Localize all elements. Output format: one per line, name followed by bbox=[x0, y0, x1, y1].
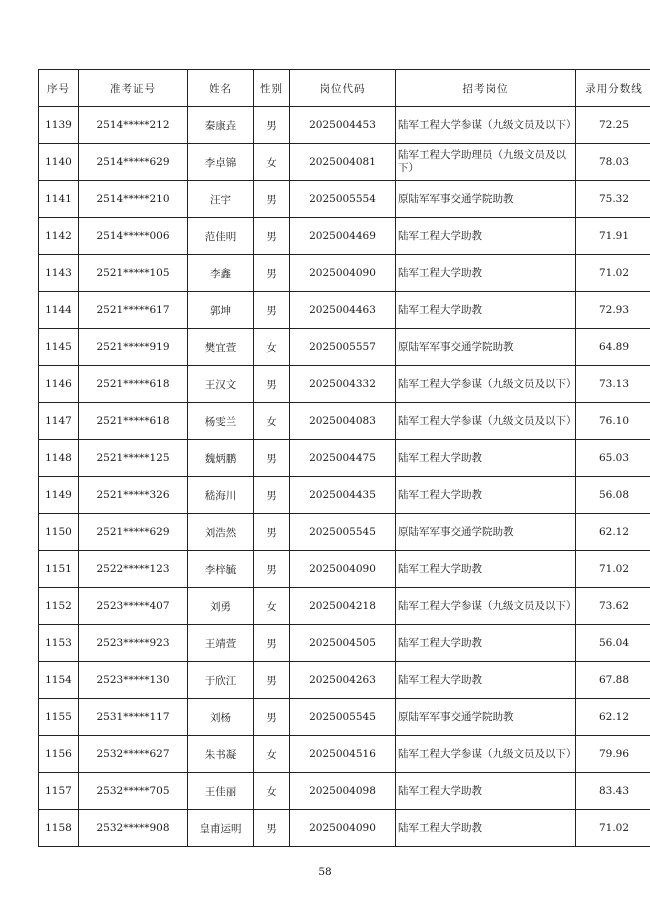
cell-name: 刘勇 bbox=[188, 588, 254, 625]
table-row bbox=[39, 292, 650, 329]
cell-post-code: 2025004516 bbox=[290, 736, 396, 773]
cell-post-code: 2025005545 bbox=[290, 514, 396, 551]
cell-post-code: 2025004263 bbox=[290, 662, 396, 699]
cell-serial: 1140 bbox=[39, 144, 79, 181]
cell-post-code: 2025004090 bbox=[290, 255, 396, 292]
page-number: 58 bbox=[318, 866, 332, 878]
cell-post-code: 2025004098 bbox=[290, 773, 396, 810]
table-row bbox=[39, 810, 650, 847]
cell-serial: 1144 bbox=[39, 292, 79, 329]
cell-score: 67.88 bbox=[576, 662, 650, 699]
cell-score: 72.93 bbox=[576, 292, 650, 329]
cell-name: 魏炳鹏 bbox=[188, 440, 254, 477]
cell-score: 83.43 bbox=[576, 773, 650, 810]
cell-ticket-number: 2521*****629 bbox=[79, 514, 188, 551]
col-serial-header: 序号 bbox=[39, 70, 79, 107]
col-post-code-header: 岗位代码 bbox=[290, 70, 396, 107]
table-row bbox=[39, 403, 650, 440]
cell-gender: 男 bbox=[254, 255, 290, 292]
cell-post: 陆军工程大学参谋（九级文员及以下） bbox=[396, 588, 576, 625]
cell-post-code: 2025004090 bbox=[290, 551, 396, 588]
cell-ticket-number: 2514*****006 bbox=[79, 218, 188, 255]
cell-ticket-number: 2523*****130 bbox=[79, 662, 188, 699]
cell-ticket-number: 2522*****123 bbox=[79, 551, 188, 588]
cell-gender: 女 bbox=[254, 588, 290, 625]
cell-post: 陆军工程大学参谋（九级文员及以下） bbox=[396, 107, 576, 144]
cell-name: 范佳明 bbox=[188, 218, 254, 255]
cell-ticket-number: 2514*****210 bbox=[79, 181, 188, 218]
cell-serial: 1155 bbox=[39, 699, 79, 736]
cell-post: 陆军工程大学助理员（九级文员及以下） bbox=[396, 144, 576, 181]
cell-ticket-number: 2514*****629 bbox=[79, 144, 188, 181]
cell-gender: 男 bbox=[254, 625, 290, 662]
cell-post-code: 2025005557 bbox=[290, 329, 396, 366]
table-row bbox=[39, 736, 650, 773]
cell-name: 汪宇 bbox=[188, 181, 254, 218]
cell-gender: 男 bbox=[254, 514, 290, 551]
cell-post: 陆军工程大学参谋（九级文员及以下） bbox=[396, 403, 576, 440]
cell-post-code: 2025005545 bbox=[290, 699, 396, 736]
cell-ticket-number: 2521*****617 bbox=[79, 292, 188, 329]
cell-name: 王汉文 bbox=[188, 366, 254, 403]
cell-ticket-number: 2514*****212 bbox=[79, 107, 188, 144]
cell-name: 李梓毓 bbox=[188, 551, 254, 588]
cell-post-code: 2025004435 bbox=[290, 477, 396, 514]
table-row bbox=[39, 144, 650, 181]
col-name-header: 姓名 bbox=[188, 70, 254, 107]
cell-post: 陆军工程大学助教 bbox=[396, 292, 576, 329]
cell-ticket-number: 2521*****105 bbox=[79, 255, 188, 292]
cell-score: 56.04 bbox=[576, 625, 650, 662]
cell-score: 71.02 bbox=[576, 255, 650, 292]
cell-name: 杨雯兰 bbox=[188, 403, 254, 440]
cell-score: 56.08 bbox=[576, 477, 650, 514]
cell-serial: 1150 bbox=[39, 514, 79, 551]
cell-ticket-number: 2532*****908 bbox=[79, 810, 188, 847]
cell-name: 嵇海川 bbox=[188, 477, 254, 514]
cell-post-code: 2025004081 bbox=[290, 144, 396, 181]
cell-gender: 男 bbox=[254, 440, 290, 477]
cell-score: 62.12 bbox=[576, 699, 650, 736]
cell-post-code: 2025004083 bbox=[290, 403, 396, 440]
cell-post: 陆军工程大学助教 bbox=[396, 625, 576, 662]
cell-serial: 1147 bbox=[39, 403, 79, 440]
cell-ticket-number: 2521*****919 bbox=[79, 329, 188, 366]
cell-score: 79.96 bbox=[576, 736, 650, 773]
cell-ticket-number: 2521*****618 bbox=[79, 403, 188, 440]
cell-score: 76.10 bbox=[576, 403, 650, 440]
cell-score: 73.62 bbox=[576, 588, 650, 625]
cell-gender: 男 bbox=[254, 292, 290, 329]
cell-post: 陆军工程大学助教 bbox=[396, 440, 576, 477]
cell-serial: 1139 bbox=[39, 107, 79, 144]
table-row bbox=[39, 588, 650, 625]
cell-name: 朱书凝 bbox=[188, 736, 254, 773]
col-score-header: 录用分数线 bbox=[576, 70, 650, 107]
cell-ticket-number: 2521*****326 bbox=[79, 477, 188, 514]
cell-score: 75.32 bbox=[576, 181, 650, 218]
cell-gender: 男 bbox=[254, 662, 290, 699]
cell-post: 陆军工程大学助教 bbox=[396, 218, 576, 255]
cell-post: 陆军工程大学助教 bbox=[396, 773, 576, 810]
col-post-header: 招考岗位 bbox=[396, 70, 576, 107]
cell-gender: 男 bbox=[254, 551, 290, 588]
cell-score: 71.02 bbox=[576, 551, 650, 588]
cell-post-code: 2025004218 bbox=[290, 588, 396, 625]
cell-post-code: 2025004475 bbox=[290, 440, 396, 477]
cell-gender: 男 bbox=[254, 810, 290, 847]
cell-post-code: 2025004090 bbox=[290, 810, 396, 847]
cell-post: 陆军工程大学助教 bbox=[396, 810, 576, 847]
cell-ticket-number: 2532*****705 bbox=[79, 773, 188, 810]
cell-serial: 1151 bbox=[39, 551, 79, 588]
cell-gender: 女 bbox=[254, 736, 290, 773]
cell-post: 陆军工程大学助教 bbox=[396, 255, 576, 292]
cell-score: 62.12 bbox=[576, 514, 650, 551]
table-row bbox=[39, 773, 650, 810]
cell-score: 78.03 bbox=[576, 144, 650, 181]
table-row bbox=[39, 329, 650, 366]
cell-gender: 男 bbox=[254, 366, 290, 403]
table-body bbox=[39, 107, 650, 847]
cell-ticket-number: 2521*****618 bbox=[79, 366, 188, 403]
cell-post-code: 2025004505 bbox=[290, 625, 396, 662]
cell-gender: 女 bbox=[254, 329, 290, 366]
cell-score: 71.91 bbox=[576, 218, 650, 255]
cell-post: 陆军工程大学助教 bbox=[396, 477, 576, 514]
cell-post-code: 2025004332 bbox=[290, 366, 396, 403]
table-row bbox=[39, 255, 650, 292]
cell-name: 郭坤 bbox=[188, 292, 254, 329]
cell-gender: 女 bbox=[254, 144, 290, 181]
cell-ticket-number: 2521*****125 bbox=[79, 440, 188, 477]
col-gender-header: 性别 bbox=[254, 70, 290, 107]
cell-gender: 男 bbox=[254, 699, 290, 736]
table-row bbox=[39, 366, 650, 403]
cell-post-code: 2025004469 bbox=[290, 218, 396, 255]
table-row bbox=[39, 625, 650, 662]
cell-score: 65.03 bbox=[576, 440, 650, 477]
cell-ticket-number: 2523*****923 bbox=[79, 625, 188, 662]
cell-serial: 1158 bbox=[39, 810, 79, 847]
table-row bbox=[39, 662, 650, 699]
cell-serial: 1146 bbox=[39, 366, 79, 403]
cell-score: 64.89 bbox=[576, 329, 650, 366]
cell-post: 原陆军军事交通学院助教 bbox=[396, 514, 576, 551]
cell-ticket-number: 2532*****627 bbox=[79, 736, 188, 773]
cell-post: 原陆军军事交通学院助教 bbox=[396, 699, 576, 736]
cell-name: 刘浩然 bbox=[188, 514, 254, 551]
table-row bbox=[39, 218, 650, 255]
cell-ticket-number: 2523*****407 bbox=[79, 588, 188, 625]
table-row bbox=[39, 440, 650, 477]
table-row bbox=[39, 181, 650, 218]
cell-serial: 1153 bbox=[39, 625, 79, 662]
cell-serial: 1149 bbox=[39, 477, 79, 514]
cell-post-code: 2025005554 bbox=[290, 181, 396, 218]
cell-name: 李卓锦 bbox=[188, 144, 254, 181]
cell-serial: 1143 bbox=[39, 255, 79, 292]
cell-name: 刘杨 bbox=[188, 699, 254, 736]
cell-name: 樊宜萱 bbox=[188, 329, 254, 366]
cell-score: 71.02 bbox=[576, 810, 650, 847]
cell-name: 皇甫运明 bbox=[188, 810, 254, 847]
cell-ticket-number: 2531*****117 bbox=[79, 699, 188, 736]
cell-gender: 男 bbox=[254, 107, 290, 144]
cell-name: 于欣江 bbox=[188, 662, 254, 699]
cell-name: 王靖萱 bbox=[188, 625, 254, 662]
cell-post: 陆军工程大学助教 bbox=[396, 662, 576, 699]
table-row bbox=[39, 699, 650, 736]
cell-name: 李鑫 bbox=[188, 255, 254, 292]
table-row bbox=[39, 514, 650, 551]
cell-serial: 1148 bbox=[39, 440, 79, 477]
cell-serial: 1141 bbox=[39, 181, 79, 218]
cell-name: 王佳丽 bbox=[188, 773, 254, 810]
cell-gender: 男 bbox=[254, 181, 290, 218]
table-header-row bbox=[39, 70, 650, 107]
results-table bbox=[38, 69, 650, 847]
table-row bbox=[39, 551, 650, 588]
cell-post: 陆军工程大学助教 bbox=[396, 551, 576, 588]
cell-post: 原陆军军事交通学院助教 bbox=[396, 329, 576, 366]
cell-name: 秦康垚 bbox=[188, 107, 254, 144]
cell-gender: 男 bbox=[254, 218, 290, 255]
cell-score: 73.13 bbox=[576, 366, 650, 403]
cell-post-code: 2025004463 bbox=[290, 292, 396, 329]
cell-serial: 1154 bbox=[39, 662, 79, 699]
col-ticket-header: 准考证号 bbox=[79, 70, 188, 107]
cell-gender: 女 bbox=[254, 403, 290, 440]
cell-post: 原陆军军事交通学院助教 bbox=[396, 181, 576, 218]
cell-gender: 男 bbox=[254, 477, 290, 514]
cell-serial: 1156 bbox=[39, 736, 79, 773]
cell-gender: 女 bbox=[254, 773, 290, 810]
cell-post-code: 2025004453 bbox=[290, 107, 396, 144]
cell-serial: 1157 bbox=[39, 773, 79, 810]
cell-serial: 1145 bbox=[39, 329, 79, 366]
table-row bbox=[39, 107, 650, 144]
cell-serial: 1152 bbox=[39, 588, 79, 625]
cell-score: 72.25 bbox=[576, 107, 650, 144]
table-row bbox=[39, 477, 650, 514]
cell-post: 陆军工程大学参谋（九级文员及以下） bbox=[396, 366, 576, 403]
cell-serial: 1142 bbox=[39, 218, 79, 255]
cell-post: 陆军工程大学参谋（九级文员及以下） bbox=[396, 736, 576, 773]
